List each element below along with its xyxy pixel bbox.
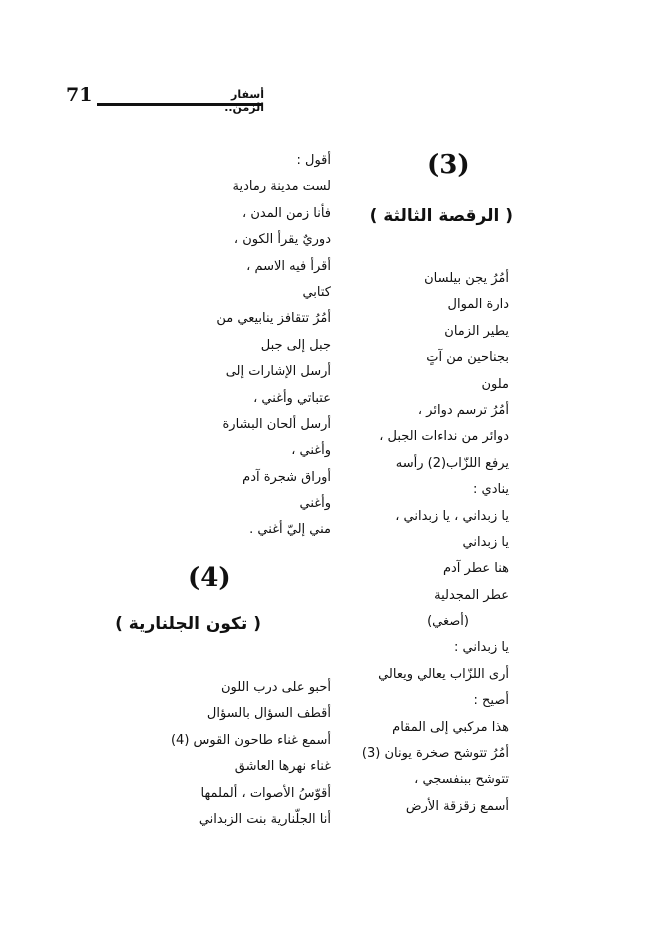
section-4-poem — [101, 675, 331, 833]
running-title: أسفار الزمن.. — [224, 88, 264, 114]
poem-line: أنا الجلّنارية بنت الزبداني — [198, 811, 331, 827]
poem-line: بجناحين من آتٍ — [426, 350, 509, 366]
poem-line: أمُرُ تتوشح صخرة يونان (3) — [361, 746, 509, 762]
poem-line: أرى اللزّاب يعالي ويعالي — [378, 666, 509, 682]
poem-line: (أصغي) — [427, 614, 469, 630]
poem-line: أرسل ألحان البشارة — [222, 416, 331, 432]
poem-line: أمُرُ تتقافز ينابيعي من — [216, 311, 331, 327]
poem-line: أقول : — [296, 153, 331, 168]
poem-line: جبل إلى جبل — [260, 337, 331, 353]
poem-line: وأغني ، — [291, 443, 331, 459]
poem-line: عتباتي وأغني ، — [253, 390, 331, 406]
poem-line: ينادي : — [473, 482, 509, 498]
poem-line: يا زبداني : — [453, 640, 509, 656]
poem-line: أمُرُ يجن بيلسان — [424, 271, 509, 286]
poem-line: أسمع غناء طاحون القوس (4) — [170, 732, 331, 748]
poem-line: ملون — [481, 376, 509, 392]
poem-line: يا زبداني — [462, 534, 509, 550]
poem-line: كتابي — [302, 284, 331, 300]
page-number: 71 — [66, 84, 93, 106]
poem-line: هنا عطر آدم — [442, 561, 509, 577]
poem-line: يرفع اللزّاب(2) رأسه — [395, 455, 509, 471]
poem-line: يطير الزمان — [444, 323, 509, 339]
poem-line: دارة الموال — [447, 297, 509, 313]
poem-line: أرسل الإشارات إلى — [225, 364, 331, 380]
poem-line: أمُرُ ترسم دوائر ، — [417, 402, 509, 418]
poem-line: مني إليّ أغني . — [249, 522, 331, 538]
left-column-poem — [101, 148, 331, 544]
poem-line: أحبو على درب اللون — [220, 680, 331, 695]
poem-line: أقوّسُ الأصوات ، ألملمها — [200, 785, 331, 801]
poem-line: أصيح : — [473, 693, 509, 709]
poem-line: لست مدينة رمادية — [232, 179, 331, 195]
poem-line: عطر المجدلية — [434, 587, 509, 603]
poem-line: هذا مركبي إلى المقام — [392, 719, 509, 735]
section-3-number: (3) — [427, 150, 470, 180]
poem-line: دوريٌ يقرأ الكون ، — [233, 232, 331, 248]
poem-line: فأنا زمن المدن ، — [242, 205, 331, 221]
poem-line: غناء نهرها العاشق — [234, 759, 331, 775]
section-4-number: (4) — [188, 563, 231, 593]
section-3-title: ( الرقصة الثالثة ) — [369, 206, 513, 226]
poem-line: أسمع زقزقة الأرض — [405, 798, 509, 814]
section-4-title: ( تكون الجلنارية ) — [115, 614, 261, 634]
poem-line: وأغني — [299, 496, 331, 512]
poem-line: دوائر من نداءات الجبل ، — [379, 429, 509, 445]
poem-line: أقطف السؤال بالسؤال — [206, 706, 331, 722]
poem-line: يا زبداني ، يا زبداني ، — [395, 508, 509, 524]
poem-line: أوراق شجرة آدم — [242, 469, 331, 485]
poem-line: تتوشح ببنفسجي ، — [414, 772, 509, 788]
poem-line: أقرأ فيه الاسم ، — [246, 258, 331, 274]
